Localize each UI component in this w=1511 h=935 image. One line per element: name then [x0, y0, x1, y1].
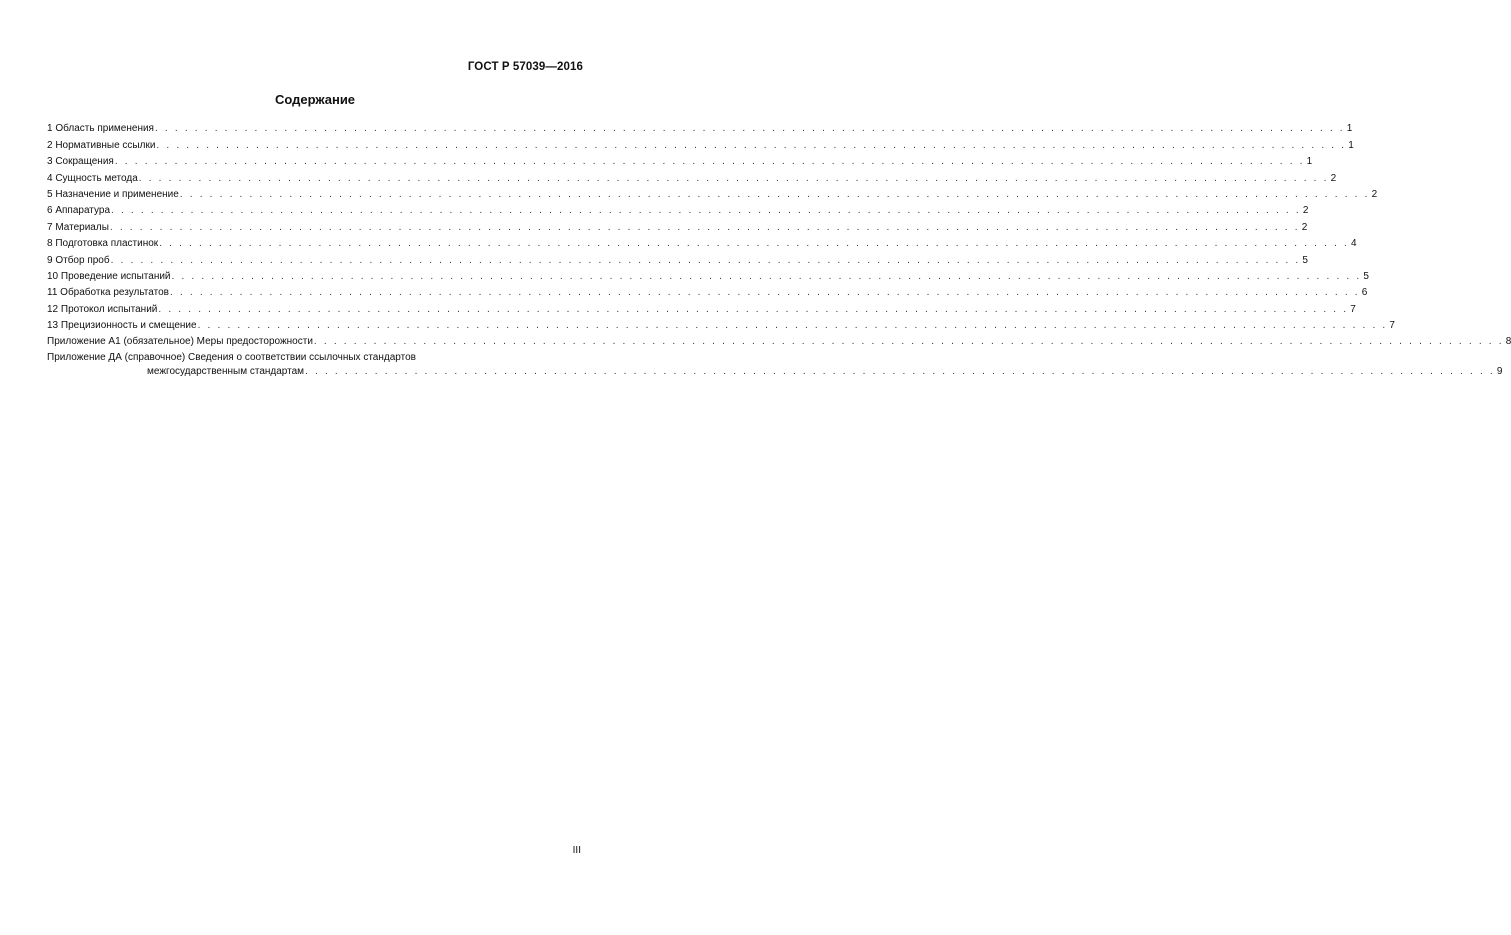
toc-entry-label: 8 Подготовка пластинок [47, 238, 159, 250]
toc-entry[interactable] [47, 267, 1369, 283]
toc-leader-dots: . . . . . . . . . . . . . . . . . . . . . . . . . . . . . . . . . . . . . . . . . . . . . . . . . . . . . . . . . . . . . . . . . . . . . . . . . . . . . . . . . . . . . . . . . . . . . . . . . . . . . . . . . . . . . . . . . . . . . . . . [110, 254, 1301, 266]
toc-entry-label: 13 Прецизионность и смещение [47, 320, 197, 332]
toc-entry[interactable] [47, 332, 1511, 348]
toc-entry-page: 2 [1302, 205, 1309, 217]
toc-entry-label: 5 Назначение и применение [47, 188, 179, 200]
toc-entry-label: Приложение ДА (справочное) Сведения о соответствии ссылочных стандартов [47, 352, 416, 364]
table-of-contents [47, 119, 1511, 378]
toc-entry-label: 11 Обработка результатов [47, 287, 169, 299]
toc-entry-page: 4 [1351, 238, 1357, 250]
toc-entry[interactable] [47, 135, 1354, 151]
toc-leader-dots: . . . . . . . . . . . . . . . . . . . . . . . . . . . . . . . . . . . . . . . . . . . . . . . . . . . . . . . . . . . . . . . . . . . . . . . . . . . . . . . . . . . . . . . . . . . . . . . . . . . . . . . . . . . . . . . . . . . . . . . . [197, 320, 1388, 332]
toc-entry-label: 12 Протокол испытаний [47, 303, 158, 315]
toc-entry-appendix-da[interactable] [47, 348, 584, 364]
toc-leader-dots: . . . . . . . . . . . . . . . . . . . . . . . . . . . . . . . . . . . . . . . . . . . . . . . . . . . . . . . . . . . . . . . . . . . . . . . . . . . . . . . . . . . . . . . . . . . . . . . . . . . . . . . . . . . . . . . . . . . . . . . . [158, 303, 1349, 315]
toc-entry[interactable] [47, 283, 1368, 299]
toc-leader-dots: . . . . . . . . . . . . . . . . . . . . . . . . . . . . . . . . . . . . . . . . . . . . . . . . . . . . . . . . . . . . . . . . . . . . . . . . . . . . . . . . . . . . . . . . . . . . . . . . . . . . . . . . . . . . . . . . . . . . . . . . [154, 123, 1345, 135]
toc-entry[interactable] [47, 185, 1378, 201]
toc-leader-dots: . . . . . . . . . . . . . . . . . . . . . . . . . . . . . . . . . . . . . . . . . . . . . . . . . . . . . . . . . . . . . . . . . . . . . . . . . . . . . . . . . . . . . . . . . . . . . . . . . . . . . . . . . . . . . . . . . . . . . . . . [159, 238, 1350, 250]
toc-entry-page: 5 [1302, 254, 1308, 266]
toc-leader-dots: . . . . . . . . . . . . . . . . . . . . . . . . . . . . . . . . . . . . . . . . . . . . . . . . . . . . . . . . . . . . . . . . . . . . . . . . . . . . . . . . . . . . . . . . . . . . . . . . . . . . . . . . . . . . . . . . . . . . . . . . [313, 336, 1504, 348]
toc-entry-page: 5 [1363, 270, 1369, 282]
toc-entry-page: 2 [1371, 188, 1378, 200]
toc-entry-label: 6 Аппаратура [47, 205, 111, 217]
toc-entry[interactable] [47, 234, 1357, 250]
toc-entry[interactable] [47, 119, 1353, 135]
toc-entry-label: Приложение А1 (обязательное) Меры предосторожности [47, 336, 313, 348]
toc-leader-dots: . . . . . . . . . . . . . . . . . . . . . . . . . . . . . . . . . . . . . . . . . . . . . . . . . . . . . . . . . . . . . . . . . . . . . . . . . . . . . . . . . . . . . . . . . . . . . . . . . . . . . . . . . . . . . . . . . . . . . . . . [114, 156, 1305, 168]
toc-entry[interactable] [47, 217, 1308, 233]
toc-entry[interactable] [47, 152, 1313, 168]
toc-entry-page: 2 [1330, 172, 1337, 184]
toc-entry[interactable] [47, 316, 1395, 332]
toc-title: Содержание [274, 92, 356, 107]
toc-entry-page: 7 [1350, 303, 1356, 315]
toc-entry[interactable] [47, 250, 1308, 266]
toc-leader-dots: . . . . . . . . . . . . . . . . . . . . . . . . . . . . . . . . . . . . . . . . . . . . . . . . . . . . . . . . . . . . . . . . . . . . . . . . . . . . . . . . . . . . . . . . . . . . . . . . . . . . . . . . . . . . . . . . . . . . . . . . [111, 205, 1301, 217]
toc-entry-page: 6 [1361, 287, 1368, 299]
toc-entry-page: 9 [1496, 366, 1503, 378]
toc-entry-page: 1 [1306, 156, 1313, 168]
toc-entry-label: 9 Отбор проб [47, 254, 110, 266]
toc-leader-dots: . . . . . . . . . . . . . . . . . . . . . . . . . . . . . . . . . . . . . . . . . . . . . . . . . . . . . . . . . . . . . . . . . . . . . . . . . . . . . . . . . . . . . . . . . . . . . . . . . . . . . . . . . . . . . . . . . . . . . . . . [169, 287, 1360, 299]
toc-leader-dots: . . . . . . . . . . . . . . . . . . . . . . . . . . . . . . . . . . . . . . . . . . . . . . . . . . . . . . . . . . . . . . . . . . . . . . . . . . . . . . . . . . . . . . . . . . . . . . . . . . . . . . . . . . . . . . . . . . . . . . . . [109, 221, 1300, 233]
toc-entry-page: 1 [1348, 139, 1354, 151]
toc-leader-dots: . . . . . . . . . . . . . . . . . . . . . . . . . . . . . . . . . . . . . . . . . . . . . . . . . . . . . . . . . . . . . . . . . . . . . . . . . . . . . . . . . . . . . . . . . . . . . . . . . . . . . . . . . . . . . . . . . . . . . . . . [138, 172, 1329, 184]
toc-leader-dots: . . . . . . . . . . . . . . . . . . . . . . . . . . . . . . . . . . . . . . . . . . . . . . . . . . . . . . . . . . . . . . . . . . . . . . . . . . . . . . . . . . . . . . . . . . . . . . . . . . . . . . . . . . . . . . . . . . . . . . . . [156, 139, 1347, 151]
toc-entry-page: 1 [1346, 123, 1353, 135]
toc-entry-label: 1 Область применения [47, 123, 154, 135]
toc-entry-label: 10 Проведение испытаний [47, 270, 171, 282]
toc-entry[interactable] [47, 168, 1337, 184]
toc-entry[interactable] [47, 299, 1356, 315]
toc-entry-label: 7 Материалы [47, 221, 109, 233]
toc-entry[interactable] [47, 201, 1309, 217]
toc-entry-label: 2 Нормативные ссылки [47, 139, 156, 151]
page-number: III [572, 845, 581, 856]
document-code: ГОСТ Р 57039—2016 [467, 61, 583, 73]
toc-entry-page: 7 [1389, 320, 1395, 332]
toc-entry-appendix-da-continuation[interactable] [47, 364, 1503, 378]
toc-entry-label: 3 Сокращения [47, 156, 114, 168]
toc-leader-dots: . . . . . . . . . . . . . . . . . . . . . . . . . . . . . . . . . . . . . . . . . . . . . . . . . . . . . . . . . . . . . . . . . . . . . . . . . . . . . . . . . . . . . . . . . . . . . . . . . . . . . . . . . . . . . . . . . . . . . . . . [305, 366, 1495, 378]
toc-leader-dots: . . . . . . . . . . . . . . . . . . . . . . . . . . . . . . . . . . . . . . . . . . . . . . . . . . . . . . . . . . . . . . . . . . . . . . . . . . . . . . . . . . . . . . . . . . . . . . . . . . . . . . . . . . . . . . . . . . . . . . . . [179, 188, 1370, 200]
toc-entry-label: межгосударственным стандартам [147, 366, 305, 378]
toc-entry-page: 8 [1505, 336, 1511, 348]
toc-entry-label: 4 Сущность метода [47, 172, 138, 184]
toc-entry-page: 2 [1301, 221, 1308, 233]
toc-leader-dots: . . . . . . . . . . . . . . . . . . . . . . . . . . . . . . . . . . . . . . . . . . . . . . . . . . . . . . . . . . . . . . . . . . . . . . . . . . . . . . . . . . . . . . . . . . . . . . . . . . . . . . . . . . . . . . . . . . . . . . . . [171, 270, 1362, 282]
